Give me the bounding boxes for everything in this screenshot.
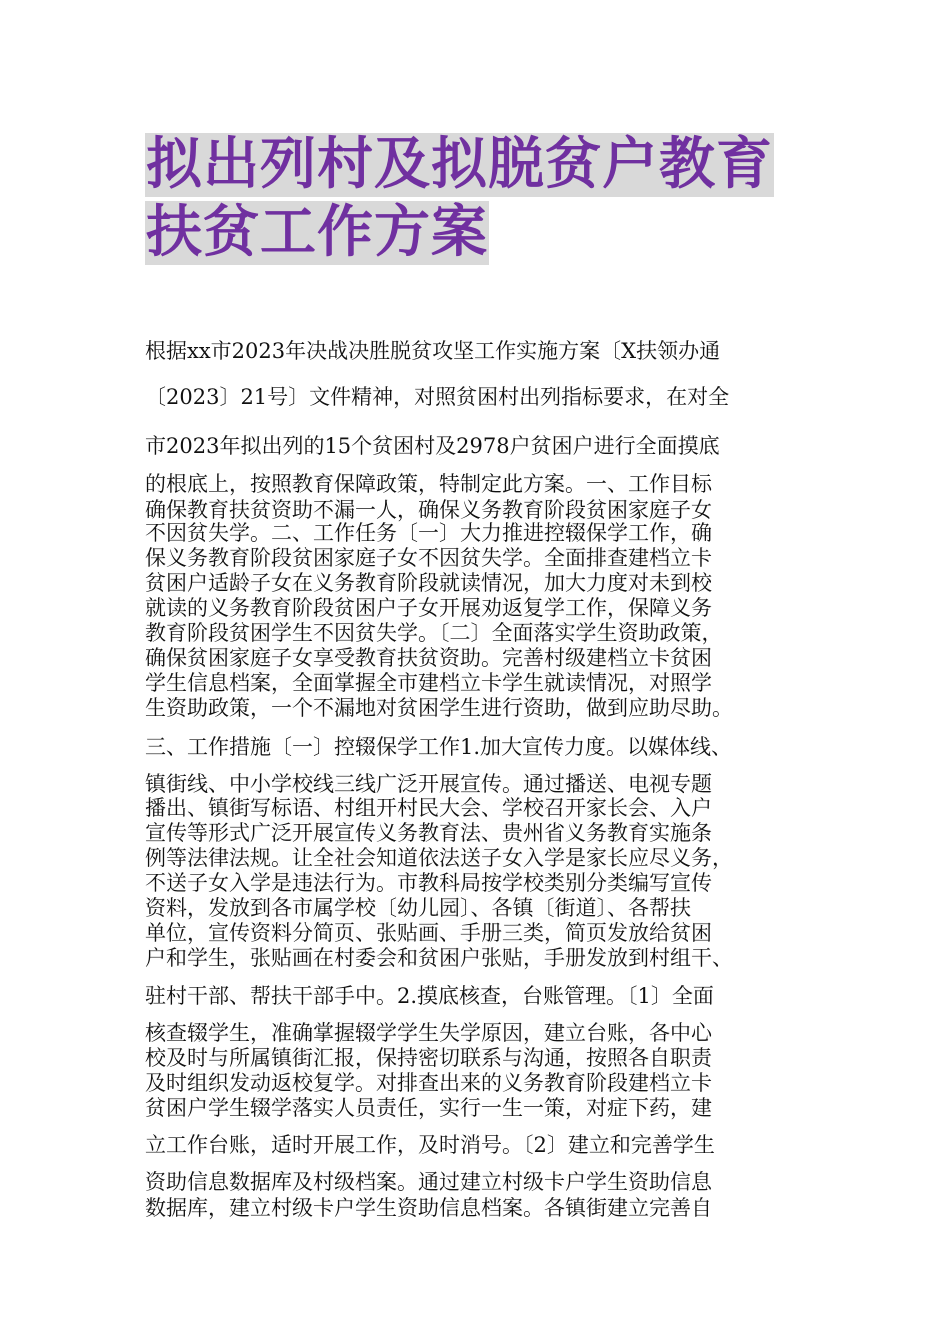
- document-title-line-2: 扶贫工作方案: [146, 200, 488, 265]
- body-line: 单位，宣传资料分简页、张贴画、手册三类，简页发放给贫困: [145, 921, 712, 945]
- body-line: 贫困户适龄子女在义务教育阶段就读情况，加大力度对未到校: [145, 571, 712, 595]
- body-line: 教育阶段贫困学生不因贫失学。〔二〕全面落实学生资助政策，: [145, 621, 723, 645]
- body-line: 立工作台账，适时开展工作，及时消号。〔2〕建立和完善学生: [145, 1133, 715, 1157]
- body-line: 不因贫失学。二、工作任务〔一〕大力推进控辍保学工作，确: [145, 521, 712, 545]
- body-line: 的根底上，按照教育保障政策，特制定此方案。一、工作目标: [145, 472, 712, 496]
- body-line: 数据库，建立村级卡户学生资助信息档案。各镇街建立完善自: [145, 1196, 712, 1220]
- document-title-line-1: 拟出列村及拟脱贫户教育: [146, 132, 773, 197]
- body-line: 就读的义务教育阶段贫困户子女开展劝返复学工作，保障义务: [145, 596, 712, 620]
- body-line: 三、工作措施〔一〕控辍保学工作1.加大宣传力度。以媒体线、: [145, 735, 733, 759]
- body-line: 生资助政策，一个不漏地对贫困学生进行资助，做到应助尽助。: [145, 696, 733, 720]
- body-line: 驻村干部、帮扶干部手中。2.摸底核查，台账管理。〔1〕全面: [145, 984, 714, 1008]
- body-line: 保义务教育阶段贫困家庭子女不因贫失学。全面排查建档立卡: [145, 546, 712, 570]
- body-line: 不送子女入学是违法行为。市教科局按学校类别分类编写宣传: [145, 871, 712, 895]
- body-line: 镇街线、中小学校线三线广泛开展宣传。通过播送、电视专题: [145, 772, 712, 796]
- body-line: 学生信息档案，全面掌握全市建档立卡学生就读情况，对照学: [145, 671, 712, 695]
- body-line: 确保教育扶贫资助不漏一人，确保义务教育阶段贫困家庭子女: [145, 498, 712, 522]
- body-line: 例等法律法规。让全社会知道依法送子女入学是家长应尽义务，: [145, 846, 733, 870]
- body-line: 市2023年拟出列的15个贫困村及2978户贫困户进行全面摸底: [145, 434, 720, 458]
- body-line: 宣传等形式广泛开展宣传义务教育法、贵州省义务教育实施条: [145, 821, 712, 845]
- body-line: 根据xx市2023年决战决胜脱贫攻坚工作实施方案〔X扶领办通: [145, 339, 721, 363]
- body-line: 核查辍学生，准确掌握辍学学生失学原因，建立台账，各中心: [145, 1021, 712, 1045]
- body-line: 贫困户学生辍学落实人员责任，实行一生一策，对症下药，建: [145, 1096, 712, 1120]
- body-line: 播出、镇街写标语、村组开村民大会、学校召开家长会、入户: [145, 796, 712, 820]
- body-line: 资料，发放到各市属学校〔幼儿园〕、各镇〔街道〕、各帮扶: [145, 896, 691, 920]
- body-line: 〔2023〕21号〕文件精神，对照贫困村出列指标要求，在对全: [145, 385, 730, 409]
- body-line: 确保贫困家庭子女享受教育扶贫资助。完善村级建档立卡贫困: [145, 646, 712, 670]
- body-line: 校及时与所属镇街汇报，保持密切联系与沟通，按照各自职责: [145, 1046, 712, 1070]
- body-line: 户和学生，张贴画在村委会和贫困户张贴，手册发放到村组干、: [145, 946, 733, 970]
- body-line: 及时组织发动返校复学。对排查出来的义务教育阶段建档立卡: [145, 1071, 712, 1095]
- body-line: 资助信息数据库及村级档案。通过建立村级卡户学生资助信息: [145, 1170, 712, 1194]
